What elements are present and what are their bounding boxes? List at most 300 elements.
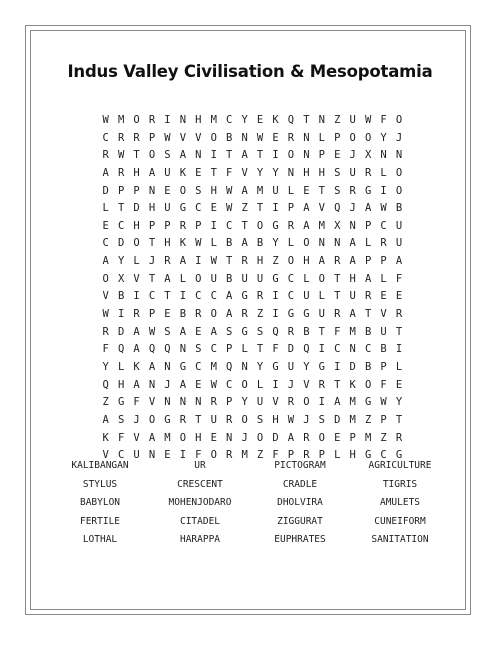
grid-row bbox=[98, 359, 408, 377]
grid-letter: I bbox=[318, 343, 325, 356]
grid-letter: M bbox=[256, 184, 264, 197]
grid-letter: L bbox=[287, 184, 295, 197]
grid-letter: N bbox=[395, 149, 403, 162]
grid-letter: E bbox=[195, 378, 202, 391]
grid-letter: A bbox=[148, 166, 156, 179]
grid-letter: T bbox=[164, 290, 171, 303]
grid-letter: A bbox=[303, 219, 310, 232]
grid-letter: Z bbox=[241, 202, 248, 215]
grid-letter: W bbox=[364, 114, 372, 126]
grid-letter: T bbox=[226, 149, 233, 162]
grid-letter: Q bbox=[117, 343, 125, 356]
grid-letter: H bbox=[195, 114, 202, 126]
grid-letter: D bbox=[272, 431, 279, 444]
grid-letter: P bbox=[334, 131, 341, 144]
grid-letter: G bbox=[164, 413, 171, 426]
grid-letter: C bbox=[102, 237, 109, 250]
grid-letter: W bbox=[117, 149, 125, 162]
grid-letter: N bbox=[148, 184, 156, 197]
grid-letter: F bbox=[380, 114, 387, 126]
grid-letter: P bbox=[164, 219, 171, 232]
grid-letter: R bbox=[364, 290, 372, 303]
grid-letter: P bbox=[133, 184, 140, 197]
grid-letter: L bbox=[102, 202, 109, 215]
grid-letter: P bbox=[380, 255, 387, 268]
grid-letter: C bbox=[195, 202, 202, 215]
grid-letter: T bbox=[318, 325, 325, 338]
grid-letter: N bbox=[318, 237, 325, 250]
grid-letter: W bbox=[102, 308, 109, 321]
word-list-item: BABYLON bbox=[79, 497, 121, 508]
grid-letter: Y bbox=[272, 237, 279, 250]
grid-letter: R bbox=[117, 131, 125, 144]
grid-letter: R bbox=[256, 290, 264, 303]
grid-letter: I bbox=[195, 255, 202, 268]
grid-letter: V bbox=[148, 396, 156, 409]
grid-letter: W bbox=[287, 413, 295, 426]
grid-letter: U bbox=[380, 325, 387, 338]
grid-letter: D bbox=[287, 343, 295, 356]
grid-letter: N bbox=[318, 114, 325, 126]
grid-letter: E bbox=[395, 290, 403, 303]
grid-letter: T bbox=[395, 413, 403, 426]
grid-letter: I bbox=[272, 308, 279, 321]
grid-letter: H bbox=[272, 413, 279, 426]
grid-letter: D bbox=[117, 325, 125, 338]
grid-letter: T bbox=[256, 202, 264, 215]
grid-letter: K bbox=[102, 431, 109, 444]
grid-letter: S bbox=[256, 325, 264, 338]
grid-letter: R bbox=[287, 131, 295, 144]
grid-letter: A bbox=[334, 396, 341, 409]
grid-letter: H bbox=[349, 449, 356, 462]
grid-letter: T bbox=[318, 184, 325, 197]
grid-letter: L bbox=[303, 272, 310, 285]
grid-letter: U bbox=[318, 308, 325, 321]
grid-letter: L bbox=[133, 255, 140, 268]
grid-letter: R bbox=[226, 413, 233, 426]
grid-letter: P bbox=[226, 343, 233, 356]
grid-letter: W bbox=[226, 184, 233, 197]
grid-letter: W bbox=[102, 114, 109, 126]
grid-letter: Y bbox=[303, 360, 310, 373]
grid-letter: V bbox=[133, 431, 140, 444]
grid-letter: K bbox=[272, 114, 279, 126]
grid-letter: V bbox=[102, 290, 109, 303]
grid-letter: P bbox=[380, 360, 387, 373]
grid-letter: Y bbox=[256, 360, 264, 373]
grid-letter: H bbox=[117, 378, 125, 391]
grid-row bbox=[98, 218, 408, 236]
grid-letter: R bbox=[179, 413, 187, 426]
grid-letter: C bbox=[210, 290, 217, 303]
grid-letter: W bbox=[226, 202, 233, 215]
grid-letter: Z bbox=[364, 413, 372, 426]
grid-letter: I bbox=[318, 396, 325, 409]
grid-row bbox=[98, 394, 408, 412]
grid-letter: O bbox=[318, 272, 325, 285]
grid-letter: M bbox=[349, 396, 356, 409]
grid-letter: H bbox=[195, 431, 202, 444]
grid-letter: O bbox=[395, 166, 403, 179]
grid-letter: A bbox=[226, 308, 233, 321]
grid-letter: R bbox=[195, 308, 202, 321]
grid-letter: O bbox=[349, 131, 356, 144]
grid-letter: B bbox=[226, 131, 233, 144]
grid-letter: W bbox=[195, 237, 202, 250]
grid-letter: L bbox=[334, 449, 341, 462]
grid-row bbox=[98, 165, 408, 183]
grid-letter: M bbox=[117, 114, 125, 126]
grid-letter: W bbox=[210, 255, 217, 268]
grid-letter: N bbox=[349, 343, 356, 356]
grid-letter: A bbox=[102, 413, 109, 426]
grid-letter: F bbox=[117, 431, 125, 444]
grid-letter: H bbox=[256, 255, 264, 268]
grid-letter: R bbox=[133, 131, 140, 144]
grid-letter: E bbox=[164, 308, 171, 321]
grid-letter: G bbox=[272, 219, 279, 232]
grid-letter: A bbox=[226, 290, 233, 303]
grid-letter: B bbox=[117, 290, 125, 303]
grid-letter: V bbox=[303, 378, 310, 391]
grid-letter: S bbox=[164, 149, 171, 162]
grid-letter: S bbox=[195, 343, 202, 356]
grid-letter: O bbox=[287, 149, 295, 162]
grid-letter: D bbox=[117, 237, 125, 250]
grid-letter: A bbox=[364, 202, 372, 215]
grid-letter: C bbox=[195, 290, 202, 303]
grid-letter: Y bbox=[102, 360, 109, 373]
grid-letter: Z bbox=[272, 255, 279, 268]
grid-letter: E bbox=[164, 449, 171, 462]
grid-letter: P bbox=[195, 219, 202, 232]
grid-letter: I bbox=[164, 114, 171, 126]
grid-letter: P bbox=[287, 449, 295, 462]
grid-letter: Z bbox=[256, 308, 264, 321]
grid-letter: A bbox=[364, 272, 372, 285]
grid-letter: M bbox=[164, 431, 171, 444]
grid-letter: W bbox=[380, 202, 387, 215]
grid-letter: F bbox=[395, 272, 403, 285]
grid-letter: N bbox=[241, 360, 248, 373]
grid-row bbox=[98, 235, 408, 253]
grid-letter: H bbox=[303, 166, 310, 179]
grid-letter: U bbox=[349, 290, 356, 303]
grid-letter: R bbox=[287, 396, 295, 409]
grid-letter: A bbox=[179, 149, 187, 162]
grid-letter: R bbox=[102, 325, 109, 338]
grid-letter: R bbox=[303, 449, 310, 462]
grid-letter: Q bbox=[272, 325, 279, 338]
grid-letter: V bbox=[195, 131, 202, 144]
grid-letter: E bbox=[256, 114, 264, 126]
grid-letter: O bbox=[241, 378, 248, 391]
grid-letter: N bbox=[195, 149, 202, 162]
grid-letter: N bbox=[303, 149, 310, 162]
grid-letter: C bbox=[380, 449, 387, 462]
grid-letter: M bbox=[349, 325, 356, 338]
word-list-item: CRESCENT bbox=[177, 478, 223, 490]
word-list-item: PICTOGRAM bbox=[274, 460, 326, 471]
grid-row bbox=[98, 288, 408, 306]
grid-letter: B bbox=[380, 343, 387, 356]
puzzle-title: Indus Valley Civilisation & Mesopotamia bbox=[67, 62, 433, 81]
grid-letter: K bbox=[133, 360, 140, 373]
grid-letter: G bbox=[303, 308, 310, 321]
grid-row bbox=[98, 377, 408, 395]
grid-row bbox=[98, 306, 408, 324]
grid-letter: T bbox=[210, 166, 217, 179]
grid-letter: U bbox=[210, 272, 217, 285]
grid-letter: C bbox=[148, 290, 156, 303]
grid-letter: R bbox=[334, 255, 341, 268]
grid-letter: Y bbox=[380, 131, 387, 144]
grid-letter: B bbox=[226, 237, 233, 250]
letter-grid bbox=[98, 112, 408, 465]
grid-letter: T bbox=[148, 237, 156, 250]
word-list-item: CRADLE bbox=[282, 478, 318, 490]
grid-letter: E bbox=[334, 149, 341, 162]
grid-letter: O bbox=[148, 413, 156, 426]
grid-letter: J bbox=[287, 378, 295, 391]
grid-letter: Y bbox=[395, 396, 403, 409]
grid-letter: C bbox=[364, 343, 372, 356]
grid-letter: G bbox=[241, 325, 248, 338]
grid-letter: B bbox=[395, 202, 403, 215]
grid-letter: A bbox=[287, 431, 295, 444]
grid-letter: E bbox=[395, 378, 403, 391]
grid-letter: A bbox=[241, 237, 248, 250]
grid-letter: R bbox=[179, 219, 187, 232]
grid-letter: T bbox=[117, 202, 125, 215]
grid-letter: P bbox=[380, 413, 387, 426]
grid-letter: C bbox=[117, 449, 125, 462]
grid-letter: E bbox=[380, 290, 387, 303]
grid-letter: P bbox=[364, 219, 372, 232]
grid-letter: G bbox=[272, 272, 279, 285]
word-list-item: EUPHRATES bbox=[274, 534, 326, 545]
grid-letter: B bbox=[364, 325, 372, 338]
grid-letter: N bbox=[164, 396, 171, 409]
grid-letter: R bbox=[241, 255, 248, 268]
grid-letter: R bbox=[303, 431, 310, 444]
grid-letter: H bbox=[148, 202, 156, 215]
grid-letter: Q bbox=[164, 343, 171, 356]
grid-letter: J bbox=[148, 255, 156, 268]
grid-letter: P bbox=[318, 449, 325, 462]
grid-letter: E bbox=[195, 325, 202, 338]
grid-letter: E bbox=[272, 131, 279, 144]
grid-letter: T bbox=[241, 219, 248, 232]
grid-letter: S bbox=[164, 325, 171, 338]
grid-letter: J bbox=[164, 378, 171, 391]
grid-row bbox=[98, 130, 408, 148]
grid-letter: A bbox=[164, 272, 171, 285]
grid-letter: D bbox=[102, 184, 109, 197]
grid-letter: Z bbox=[380, 431, 387, 444]
grid-letter: U bbox=[395, 219, 403, 232]
grid-letter: W bbox=[256, 131, 264, 144]
grid-letter: I bbox=[179, 290, 187, 303]
grid-letter: X bbox=[334, 219, 341, 232]
grid-letter: Y bbox=[241, 114, 248, 126]
grid-letter: U bbox=[395, 237, 403, 250]
grid-letter: I bbox=[179, 449, 187, 462]
grid-row bbox=[98, 412, 408, 430]
grid-letter: O bbox=[102, 272, 109, 285]
grid-letter: O bbox=[241, 413, 248, 426]
grid-letter: R bbox=[395, 308, 403, 321]
grid-letter: C bbox=[226, 219, 233, 232]
grid-letter: T bbox=[256, 149, 264, 162]
grid-letter: O bbox=[318, 431, 325, 444]
word-list bbox=[50, 460, 450, 546]
grid-letter: N bbox=[303, 131, 310, 144]
grid-letter: C bbox=[226, 378, 233, 391]
grid-letter: A bbox=[102, 255, 109, 268]
grid-letter: P bbox=[148, 219, 156, 232]
grid-letter: D bbox=[334, 413, 341, 426]
grid-letter: K bbox=[179, 237, 187, 250]
grid-letter: P bbox=[349, 431, 356, 444]
grid-letter: I bbox=[133, 290, 140, 303]
grid-letter: U bbox=[241, 272, 248, 285]
grid-letter: A bbox=[241, 184, 248, 197]
grid-letter: L bbox=[287, 237, 295, 250]
word-list-item: TIGRIS bbox=[382, 478, 418, 490]
grid-letter: N bbox=[179, 343, 187, 356]
grid-letter: A bbox=[349, 255, 356, 268]
grid-letter: N bbox=[164, 360, 171, 373]
grid-letter: U bbox=[256, 272, 264, 285]
grid-letter: N bbox=[195, 396, 202, 409]
grid-row bbox=[98, 147, 408, 165]
grid-letter: W bbox=[148, 325, 156, 338]
word-list-item: SANITATION bbox=[371, 534, 429, 545]
grid-letter: U bbox=[256, 396, 264, 409]
grid-letter: I bbox=[334, 360, 341, 373]
grid-letter: F bbox=[195, 449, 202, 462]
grid-letter: L bbox=[210, 237, 217, 250]
grid-letter: Y bbox=[241, 396, 248, 409]
grid-letter: R bbox=[210, 396, 217, 409]
grid-letter: U bbox=[349, 166, 356, 179]
grid-row bbox=[98, 324, 408, 342]
grid-letter: J bbox=[303, 413, 310, 426]
grid-letter: M bbox=[210, 114, 217, 126]
grid-letter: G bbox=[179, 202, 187, 215]
grid-letter: M bbox=[349, 413, 356, 426]
grid-letter: G bbox=[179, 360, 187, 373]
grid-letter: O bbox=[195, 272, 202, 285]
grid-letter: P bbox=[117, 184, 125, 197]
grid-letter: R bbox=[226, 449, 233, 462]
grid-letter: B bbox=[303, 325, 310, 338]
grid-letter: R bbox=[364, 166, 372, 179]
grid-letter: A bbox=[133, 343, 140, 356]
grid-letter: D bbox=[349, 360, 356, 373]
grid-letter: X bbox=[364, 149, 372, 162]
grid-letter: I bbox=[272, 202, 279, 215]
grid-letter: O bbox=[210, 449, 217, 462]
grid-letter: R bbox=[117, 166, 125, 179]
grid-row bbox=[98, 341, 408, 359]
grid-letter: S bbox=[226, 325, 233, 338]
grid-letter: S bbox=[117, 413, 125, 426]
grid-letter: E bbox=[102, 219, 109, 232]
grid-letter: B bbox=[256, 237, 264, 250]
word-list-item: LOTHAL bbox=[82, 534, 118, 545]
grid-letter: Q bbox=[287, 114, 295, 126]
grid-letter: H bbox=[349, 272, 356, 285]
grid-letter: U bbox=[272, 184, 279, 197]
grid-letter: L bbox=[256, 378, 264, 391]
grid-letter: N bbox=[349, 219, 356, 232]
word-list-item: DHOLVIRA bbox=[277, 497, 323, 508]
grid-letter: A bbox=[179, 378, 187, 391]
grid-letter: T bbox=[195, 413, 202, 426]
word-list-item: FERTILE bbox=[79, 515, 121, 527]
grid-letter: R bbox=[241, 308, 248, 321]
grid-letter: O bbox=[256, 219, 264, 232]
grid-letter: R bbox=[287, 325, 295, 338]
grid-letter: T bbox=[256, 343, 264, 356]
grid-letter: G bbox=[318, 360, 325, 373]
grid-letter: R bbox=[164, 255, 171, 268]
grid-letter: N bbox=[287, 166, 295, 179]
grid-letter: Q bbox=[102, 378, 109, 391]
grid-letter: T bbox=[133, 149, 140, 162]
grid-letter: T bbox=[334, 272, 341, 285]
grid-letter: I bbox=[210, 149, 217, 162]
grid-letter: O bbox=[133, 237, 140, 250]
grid-letter: G bbox=[287, 308, 295, 321]
grid-letter: H bbox=[164, 237, 171, 250]
grid-letter: I bbox=[117, 308, 125, 321]
grid-letter: Y bbox=[256, 166, 264, 179]
grid-letter: F bbox=[334, 325, 341, 338]
grid-letter: C bbox=[210, 343, 217, 356]
grid-letter: N bbox=[148, 449, 156, 462]
grid-letter: N bbox=[179, 114, 187, 126]
grid-letter: F bbox=[272, 449, 279, 462]
grid-letter: H bbox=[303, 255, 310, 268]
grid-letter: S bbox=[256, 413, 264, 426]
grid-letter: T bbox=[334, 290, 341, 303]
grid-letter: F bbox=[102, 343, 109, 356]
grid-letter: O bbox=[133, 114, 140, 126]
grid-letter: V bbox=[102, 449, 109, 462]
grid-letter: R bbox=[133, 308, 140, 321]
grid-letter: N bbox=[226, 431, 233, 444]
grid-letter: Q bbox=[148, 343, 156, 356]
grid-letter: V bbox=[272, 396, 279, 409]
grid-letter: E bbox=[334, 431, 341, 444]
grid-letter: S bbox=[334, 166, 341, 179]
grid-letter: F bbox=[133, 396, 140, 409]
grid-letter: I bbox=[272, 290, 279, 303]
grid-letter: I bbox=[210, 219, 217, 232]
grid-letter: B bbox=[179, 308, 187, 321]
grid-letter: O bbox=[256, 431, 264, 444]
grid-letter: L bbox=[318, 131, 325, 144]
grid-letter: W bbox=[164, 131, 171, 144]
grid-row bbox=[98, 253, 408, 271]
grid-letter: R bbox=[349, 184, 356, 197]
grid-letter: A bbox=[102, 166, 109, 179]
grid-letter: V bbox=[179, 131, 187, 144]
